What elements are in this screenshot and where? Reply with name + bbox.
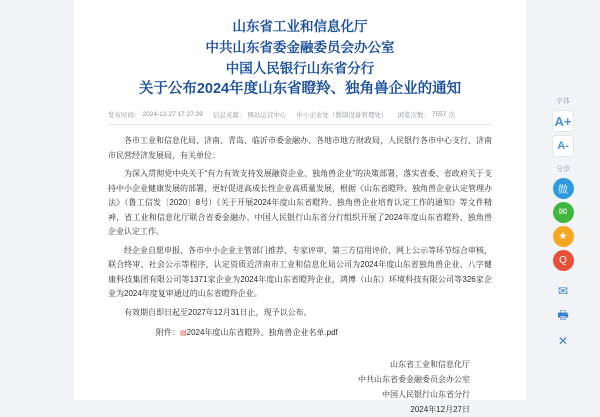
department-value: 中小企业处（数制设备管理处） <box>296 112 388 119</box>
left-gutter <box>0 0 74 400</box>
font-size-label: 字体 <box>556 98 570 105</box>
publish-time-value: 2024-12-27 17:27:39 <box>142 111 203 118</box>
signoff-line-2: 中共山东省委金融委员会办公室 <box>358 375 470 384</box>
favorite-icon[interactable]: ★ <box>553 226 574 247</box>
title-line-3: 中国人民银行山东省分行 <box>225 61 375 76</box>
weibo-share-icon[interactable]: 微 <box>553 178 574 199</box>
department <box>296 110 387 119</box>
signoff-line-3: 中国人民银行山东省分行 <box>382 390 470 399</box>
publish-time <box>108 110 203 119</box>
document-meta <box>108 110 492 125</box>
attachment-link[interactable]: 2024年度山东省瞪羚、独角兽企业名单.pdf <box>186 328 338 337</box>
paragraph-1: 各市工业和信息化局、济南、青岛、临沂市委金融办、各地市地方财政局，人民银行各市中心支行、济南市民营经济发展局，有关单位： <box>108 136 492 160</box>
visits <box>397 110 454 119</box>
print-icon[interactable]: 🖶 <box>557 307 569 322</box>
attachment-label: 附件： <box>156 328 180 337</box>
visits-label: 浏览次数： <box>397 112 430 119</box>
title-line-1: 山东省工业和信息化厅 <box>232 19 368 34</box>
qq-share-icon[interactable]: Q <box>553 250 574 271</box>
document-paper <box>74 0 526 414</box>
paragraph-4: 有效期自即日起至2027年12月31日止，现予以公布。 <box>124 307 312 317</box>
paragraph-3: 经企业自愿申报、各市中小企业主管部门推荐、专家评审、第三方信用评价、网上公示等环节综合审核，联合终审、社会公示等程序，认定资质近济南市工业和信息化局公司为2024年度山东省独角兽企业、八字健康科技集团有限公司等1371家企业为2024年度山东省瞪羚企业，鸿博（山东）环境科技有限公司等326家企业为2024年度复审通过的山东省瞪羚企业。 <box>108 245 492 298</box>
comment-icon[interactable]: ✉ <box>557 284 569 298</box>
signoff-line-1: 山东省工业和信息化厅 <box>390 360 470 369</box>
page-title <box>108 16 492 100</box>
source-value: 网站运营中心 <box>247 112 287 119</box>
source <box>213 110 287 119</box>
font-decrease-button[interactable]: A- <box>552 135 574 157</box>
paragraph-2: 为深入贯彻党中央关于“有力有效支持发展融资企业、独角兽企业”的决策部署，落实省委、省政府关于支持中小企业健康发展的部署，更好促进高成长性企业高质量发展，根据《山东省瞪羚、独角兽企业认定管理办法》（鲁工信发〔2020〕8号）《关于开展2024年度山东省瞪羚、独角兽企业培育认定工作的通知》等文件精神，省工业和信息化厅联合省委金融办、中国人民银行山东省分行组织开展了2024年度山东省瞪羚、独角兽企业认定工作。 <box>108 169 492 236</box>
font-increase-button[interactable]: A+ <box>552 110 574 132</box>
title-main: 关于公布2024年度山东省瞪羚、独角兽企业的通知 <box>138 81 462 97</box>
signoff-block <box>108 357 492 417</box>
side-toolbar <box>534 92 592 352</box>
attachment-row <box>108 326 492 341</box>
publish-time-label: 发布时间： <box>108 112 141 119</box>
wechat-share-icon[interactable]: ✉ <box>553 202 574 223</box>
visits-value: 7557 <box>431 111 447 118</box>
signoff-date: 2024年12月27日 <box>410 405 470 414</box>
source-label: 信息来源： <box>212 112 246 119</box>
document-body <box>108 134 492 320</box>
share-label: 分享 <box>556 166 570 173</box>
pdf-icon: ▤ <box>180 330 187 337</box>
close-icon[interactable]: ✕ <box>557 334 569 348</box>
title-line-2: 中共山东省委金融委员会办公室 <box>205 40 395 55</box>
visits-unit: 次 <box>448 112 455 119</box>
